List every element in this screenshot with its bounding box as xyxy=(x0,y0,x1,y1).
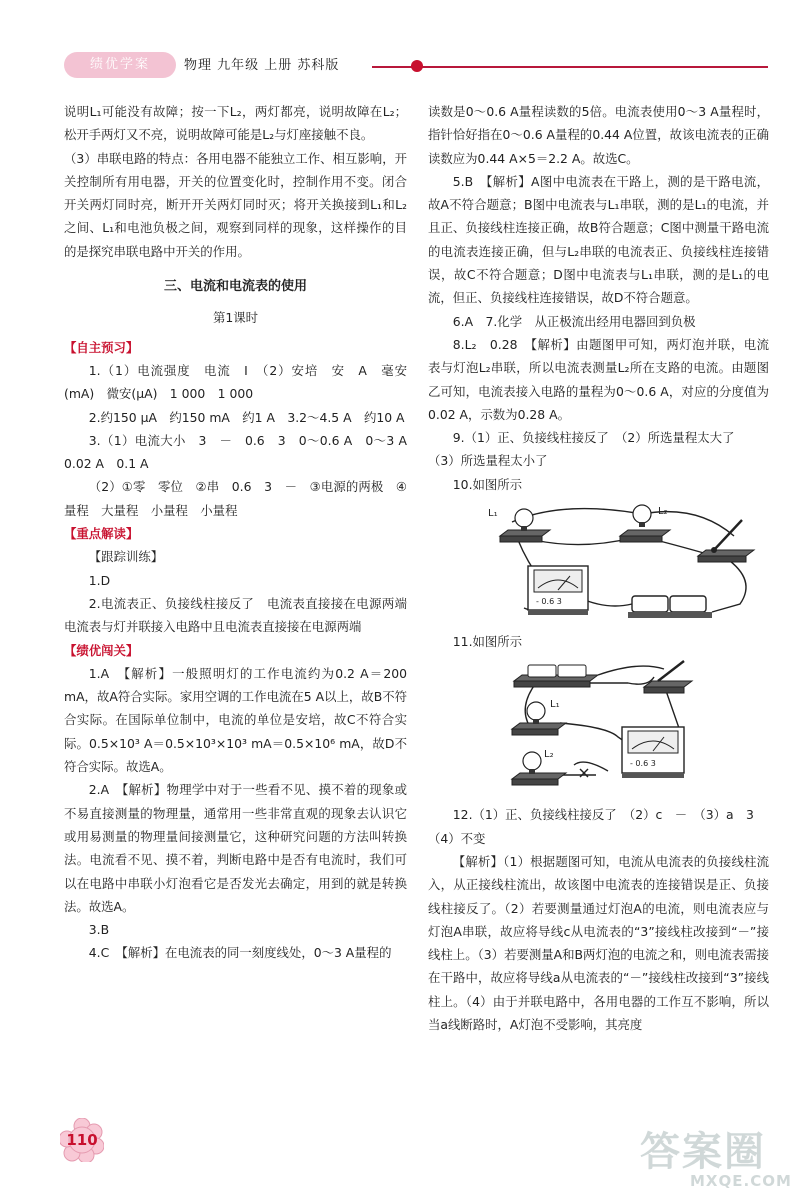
answer-8: 8.L₂ 0.28 【解析】由题图甲可知，两灯泡并联，电流表与灯泡L₂串联，所以电流表测量L₂所在支路的电流。由题图乙可知，电流表接入电路的量程为0～0.6 A，对应的分度值为0.02 A，示数为0.28 A。 xyxy=(428,336,769,422)
follow-answer-2: 2.电流表正、负接线柱接反了 电流表直接接在电源两端 电流表与灯并联接入电路中且电流表直接接在电源两端 xyxy=(64,595,420,635)
ammeter-icon xyxy=(528,566,588,615)
right-para-1: 读数是0～0.6 A量程读数的5倍。电流表使用0～3 A量程时，指针恰好指在0～0.6 A量程的0.44 A位置，故该电流表的正确读数应为0.44 A×5＝2.2 A。故选C。 xyxy=(428,104,769,166)
figure11-meter-terminals: - 0.6 3 xyxy=(630,759,656,769)
section-title: 三、电流和电流表的使用 xyxy=(163,279,307,295)
page-number-badge xyxy=(60,1118,104,1162)
answer-preview-2: 2.约150 μA 约150 mA 约1 A 3.2～4.5 A 约10 A xyxy=(88,409,405,425)
pass-answer-4: 4.C 【解析】在电流表的同一刻度线处，0～3 A量程的 xyxy=(88,945,392,961)
figure11-l2-label: L₂ xyxy=(544,749,554,761)
bulb-icon xyxy=(512,699,566,735)
lesson-title: 第1课时 xyxy=(212,310,259,326)
answer-preview-1: 1.（1）电流强度 电流 I （2）安培 安 A 毫安(mA) 微安(μA) 1 000 1 000 xyxy=(64,362,407,402)
answer-9a: 9.（1）正、负接线柱接反了 （2）所选量程太大了 xyxy=(452,430,735,446)
figure11-l1-label: L₁ xyxy=(550,699,560,711)
wire-cross-icon xyxy=(580,769,588,777)
answer-12-analysis: 【解析】（1）根据题图可知，电流从电流表的负接线柱流入，从正接线柱流出，故该图中电流表的连接错误是正、负接线柱接反了。（2）若要测量通过灯泡A的电流，则电流表应与灯泡A串联，故应将导线c从电流表的“3”接线柱改接到“－”接线柱上。（3）若要测量A和B两灯泡的电流之和，则电流表需接在干路中，故应将导线a从电流表的“－”接线柱改接到“3”接线柱上。（4）由于并联电路中，各用电器的工作互不影响，所以当a线断路时，A灯泡不受影响，其亮度 xyxy=(428,853,769,1033)
circuit-figure-11 xyxy=(488,657,788,797)
answer-9b: （3）所选量程太小了 xyxy=(428,453,548,469)
answer-5: 5.B 【解析】A图中电流表在干路上，测的是干路电流，故A不符合题意；B图中电流表与L₁串联，测的是L₁的电流，并且正、负接线柱连接正确，故B符合题意；C图中测量干路电流的电流表连接正确，但与L₂串联的电流表正、负接线柱连接错误，故C不符合题意；D图中电流表与L₁串联，测的是L₁的电流，但正、负接线柱连接错误，故D不符合题意。 xyxy=(428,173,769,306)
answer-10: 10.如图所示 xyxy=(452,476,523,492)
battery-icon xyxy=(514,665,598,687)
page-header xyxy=(0,44,799,88)
figure10-meter-terminals: - 0.6 3 xyxy=(536,597,562,607)
switch-icon xyxy=(698,520,754,562)
book-subject: 物理 九年级 上册 苏科版 xyxy=(184,58,340,73)
answer-11: 11.如图所示 xyxy=(452,634,523,650)
tag-preview: 【自主预习】 xyxy=(64,339,139,355)
tag-key: 【重点解读】 xyxy=(64,526,139,542)
watermark xyxy=(640,1120,792,1190)
answer-6-7: 6.A 7.化学 从正极流出经用电器回到负极 xyxy=(452,313,696,329)
left-para-1: 说明L₁可能没有故障；按一下L₂，两灯都亮，说明故障在L₂；松开手两灯又不亮，说明故障可能是L₂与灯座接触不良。 xyxy=(64,104,407,143)
header-rule xyxy=(372,66,768,68)
page-number: 110 xyxy=(66,1131,98,1149)
ammeter-icon xyxy=(622,727,684,778)
brand-badge: 绩优学案 xyxy=(64,52,176,78)
bulb-icon xyxy=(512,749,566,785)
battery-icon xyxy=(628,596,712,618)
answer-12b: （4）不变 xyxy=(428,830,486,846)
answer-12a: 12.（1）正、负接线柱接反了 （2）c － （3）a 3 xyxy=(452,807,754,823)
pass-answer-1: 1.A 【解析】一般照明灯的工作电流约为0.2 A＝200 mA，故A符合实际。家用空调的工作电流在5 A以上，故B不符合实际。在国际单位制中，电流的单位是安培，故C不符合实际。0.5×10³ A＝0.5×10³×10³ mA＝0.5×10⁶ mA，故D不符合实际。故选A。 xyxy=(64,665,407,775)
answer-preview-3b: （2）①零 零位 ②串 0.6 3 － ③电源的两极 ④量程 大量程 小量程 小量程 xyxy=(64,479,407,518)
left-column xyxy=(64,100,420,965)
header-dot-icon xyxy=(411,60,423,72)
pass-answer-3: 3.B xyxy=(88,922,110,938)
watermark-site: MXQE.COM xyxy=(690,1172,792,1190)
follow-title: 【跟踪训练】 xyxy=(88,549,164,565)
tag-pass: 【绩优闯关】 xyxy=(64,642,139,658)
figure10-l2-label: L₂ xyxy=(658,506,668,518)
circuit-figure-10 xyxy=(472,500,772,624)
watermark-text: 答案圈 xyxy=(640,1129,766,1175)
right-column xyxy=(428,100,769,1036)
left-para-2: （3）串联电路的特点：各用电器不能独立工作、相互影响，开关控制所有用电器，开关的位置变化时，控制作用不变。闭合开关两灯同时亮，断开开关两灯同时灭；将开关换接到L₁和L₂之间、L₁和电池负极之间，观察到同样的现象，这样操作的目的是探究串联电路中开关的作用。 xyxy=(64,150,407,259)
answer-preview-3a: 3.（1）电流大小 3 － 0.6 3 0～0.6 A 0～3 A 0.02 A 0.1 A xyxy=(64,432,420,472)
figure10-l1-label: L₁ xyxy=(488,508,498,520)
bulb-icon xyxy=(620,505,670,542)
pass-answer-2: 2.A 【解析】物理学中对于一些看不见、摸不着的现象或不易直接测量的物理量，通常用一些非常直观的现象去认识它或用易测量的物理量间接测量它，这种研究问题的方法叫转换法。电流看不见、摸不着，判断电路中是否有电流时，我们可以在电路中串联小灯泡看它是否发光去确定，用到的就是转换法。故选A。 xyxy=(64,782,407,914)
follow-answer-1: 1.D xyxy=(88,572,111,588)
